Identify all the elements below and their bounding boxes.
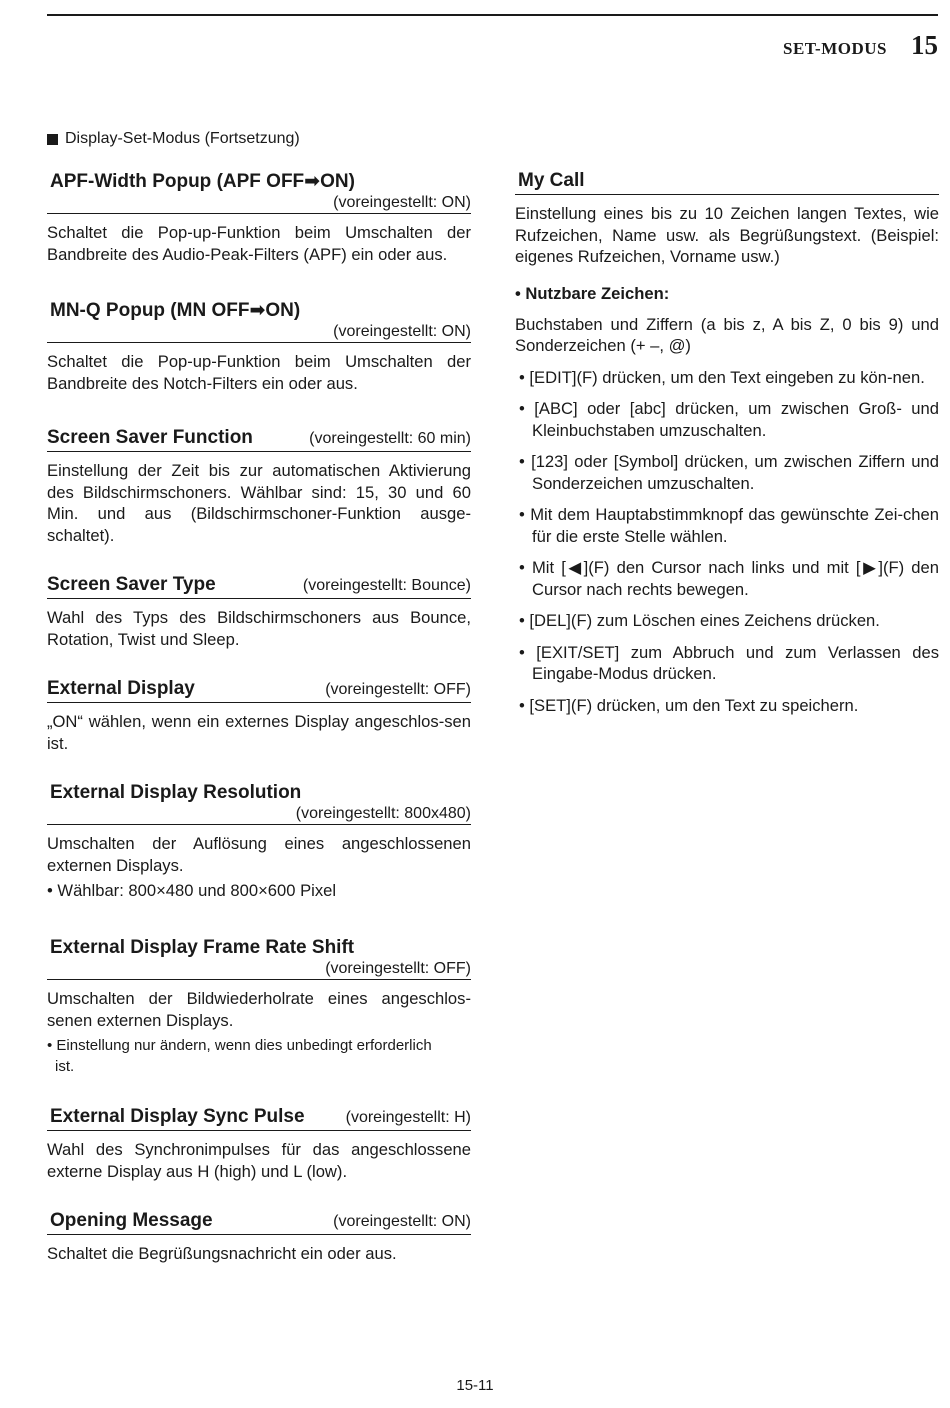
setting-description: Einstellung eines bis zu 10 Zeichen langen Textes, wie Rufzeichen, Name usw. als Begrüßungstext. (Beispiel: eigenes Rufzeichen, Vorname usw.) [515, 204, 939, 266]
setting-external-display-resolution [47, 782, 471, 902]
setting-apf-width-popup [47, 170, 471, 265]
setting-default: (voreingestellt: H) [345, 1109, 471, 1126]
setting-title: Opening Message [50, 1210, 213, 1231]
setting-external-display [47, 678, 471, 754]
setting-my-call [515, 170, 939, 716]
chapter-number: 15 [911, 30, 938, 60]
list-item: • [DEL](F) zum Löschen eines Zeichens drücken. [519, 611, 880, 630]
setting-title: APF-Width Popup (APF OFF➡ON) [50, 171, 355, 192]
setting-heading [47, 782, 471, 825]
setting-title: Screen Saver Type [47, 574, 216, 595]
list-item: • Mit [◀](F) den Cursor nach links und mit [▶](F) den Cursor nach rechts bewegen. [519, 558, 939, 599]
setting-description: Schaltet die Pop-up-Funktion beim Umschalten der Bandbreite des Notch-Filters ein oder aus. [47, 352, 471, 393]
chapter-title: SET-MODUS [782, 39, 887, 58]
setting-default: (voreingestellt: OFF) [325, 960, 471, 977]
square-bullet-icon [47, 134, 58, 145]
usable-characters-heading: • Nutzbare Zeichen: [515, 283, 670, 303]
setting-default: (voreingestellt: OFF) [325, 681, 471, 698]
setting-default: (voreingestellt: ON) [333, 323, 471, 340]
setting-heading [47, 678, 471, 703]
page-number: 15-11 [456, 1377, 494, 1394]
setting-bullet: • Wählbar: 800×480 und 800×600 Pixel [47, 881, 337, 900]
setting-mn-q-popup [47, 299, 471, 394]
setting-title: External Display Resolution [50, 782, 302, 803]
top-rule [47, 14, 938, 16]
setting-external-display-frame-rate-shift [47, 937, 471, 1077]
setting-title: External Display Sync Pulse [50, 1106, 305, 1127]
setting-description: „ON“ wählen, wenn ein externes Display angeschlos-sen ist. [47, 712, 471, 753]
setting-note [47, 1035, 471, 1077]
setting-screen-saver-type [47, 574, 471, 650]
list-item: • Mit dem Hauptabstimmknopf das gewünschte Zei-chen für die erste Stelle wählen. [519, 505, 939, 546]
setting-description: Schaltet die Pop-up-Funktion beim Umschalten der Bandbreite des Audio-Peak-Filters (APF) ein oder aus. [47, 223, 471, 264]
setting-heading [515, 170, 939, 195]
setting-heading [47, 574, 471, 599]
section-marker-label: Display-Set-Modus (Fortsetzung) [65, 130, 300, 147]
setting-heading [47, 1106, 471, 1131]
setting-description: Umschalten der Bildwiederholrate eines angeschlos-senen externen Displays. [47, 989, 471, 1030]
setting-title: Screen Saver Function [47, 427, 253, 448]
list-item: • [EXIT/SET] zum Abbruch und zum Verlassen des Eingabe-Modus drücken. [519, 642, 939, 683]
setting-heading [47, 427, 471, 452]
setting-note-line: ist. [55, 1058, 75, 1075]
setting-note-line: • Einstellung nur ändern, wenn dies unbedingt erforderlich [47, 1037, 432, 1054]
setting-description: Wahl des Synchronimpulses für das angeschlossene externe Display aus H (high) und L (low). [47, 1140, 471, 1181]
list-item: • [EDIT](F) drücken, um den Text eingeben zu kön-nen. [519, 367, 925, 387]
setting-title: External Display Frame Rate Shift [50, 937, 355, 958]
my-call-steps [515, 367, 939, 717]
setting-description: Wahl des Typs des Bildschirmschoners aus Bounce, Rotation, Twist und Sleep. [47, 608, 471, 649]
running-head [783, 30, 938, 61]
setting-title: My Call [518, 170, 585, 191]
setting-default: (voreingestellt: ON) [333, 1213, 471, 1230]
setting-opening-message [47, 1210, 471, 1265]
setting-description: Umschalten der Auflösung eines angeschlossenen externen Displays. [47, 834, 471, 875]
usable-characters-text: Buchstaben und Ziffern (a bis z, A bis Z, 0 bis 9) und Sonderzeichen (+ –, @) [515, 314, 939, 355]
setting-title: External Display [47, 678, 195, 699]
setting-default: (voreingestellt: 800x480) [295, 805, 471, 822]
setting-external-display-sync-pulse [47, 1106, 471, 1182]
setting-title: MN-Q Popup (MN OFF➡ON) [50, 300, 301, 321]
setting-default: (voreingestellt: ON) [333, 194, 471, 211]
setting-heading [47, 170, 471, 214]
setting-heading [47, 1210, 471, 1235]
section-marker [47, 130, 300, 148]
list-item: • [123] oder [Symbol] drücken, um zwischen Ziffern und Sonderzeichen umzuschalten. [519, 452, 939, 493]
setting-default: (voreingestellt: 60 min) [309, 430, 471, 447]
list-item: • [SET](F) drücken, um den Text zu speichern. [519, 695, 859, 715]
list-item: • [ABC] oder [abc] drücken, um zwischen Groß- und Kleinbuchstaben umzuschalten. [519, 399, 939, 440]
setting-heading [47, 937, 471, 980]
setting-default: (voreingestellt: Bounce) [302, 577, 471, 594]
setting-heading [47, 299, 471, 343]
setting-description: Einstellung der Zeit bis zur automatischen Aktivierung des Bildschirmschoners. Wählbar sind: 15, 30 und 60 Min. und aus (Bildschirmschoner-Funktion ausge-schaltet). [47, 461, 471, 545]
setting-screen-saver-function [47, 427, 471, 546]
setting-description: Schaltet die Begrüßungsnachricht ein oder aus. [47, 1244, 397, 1263]
